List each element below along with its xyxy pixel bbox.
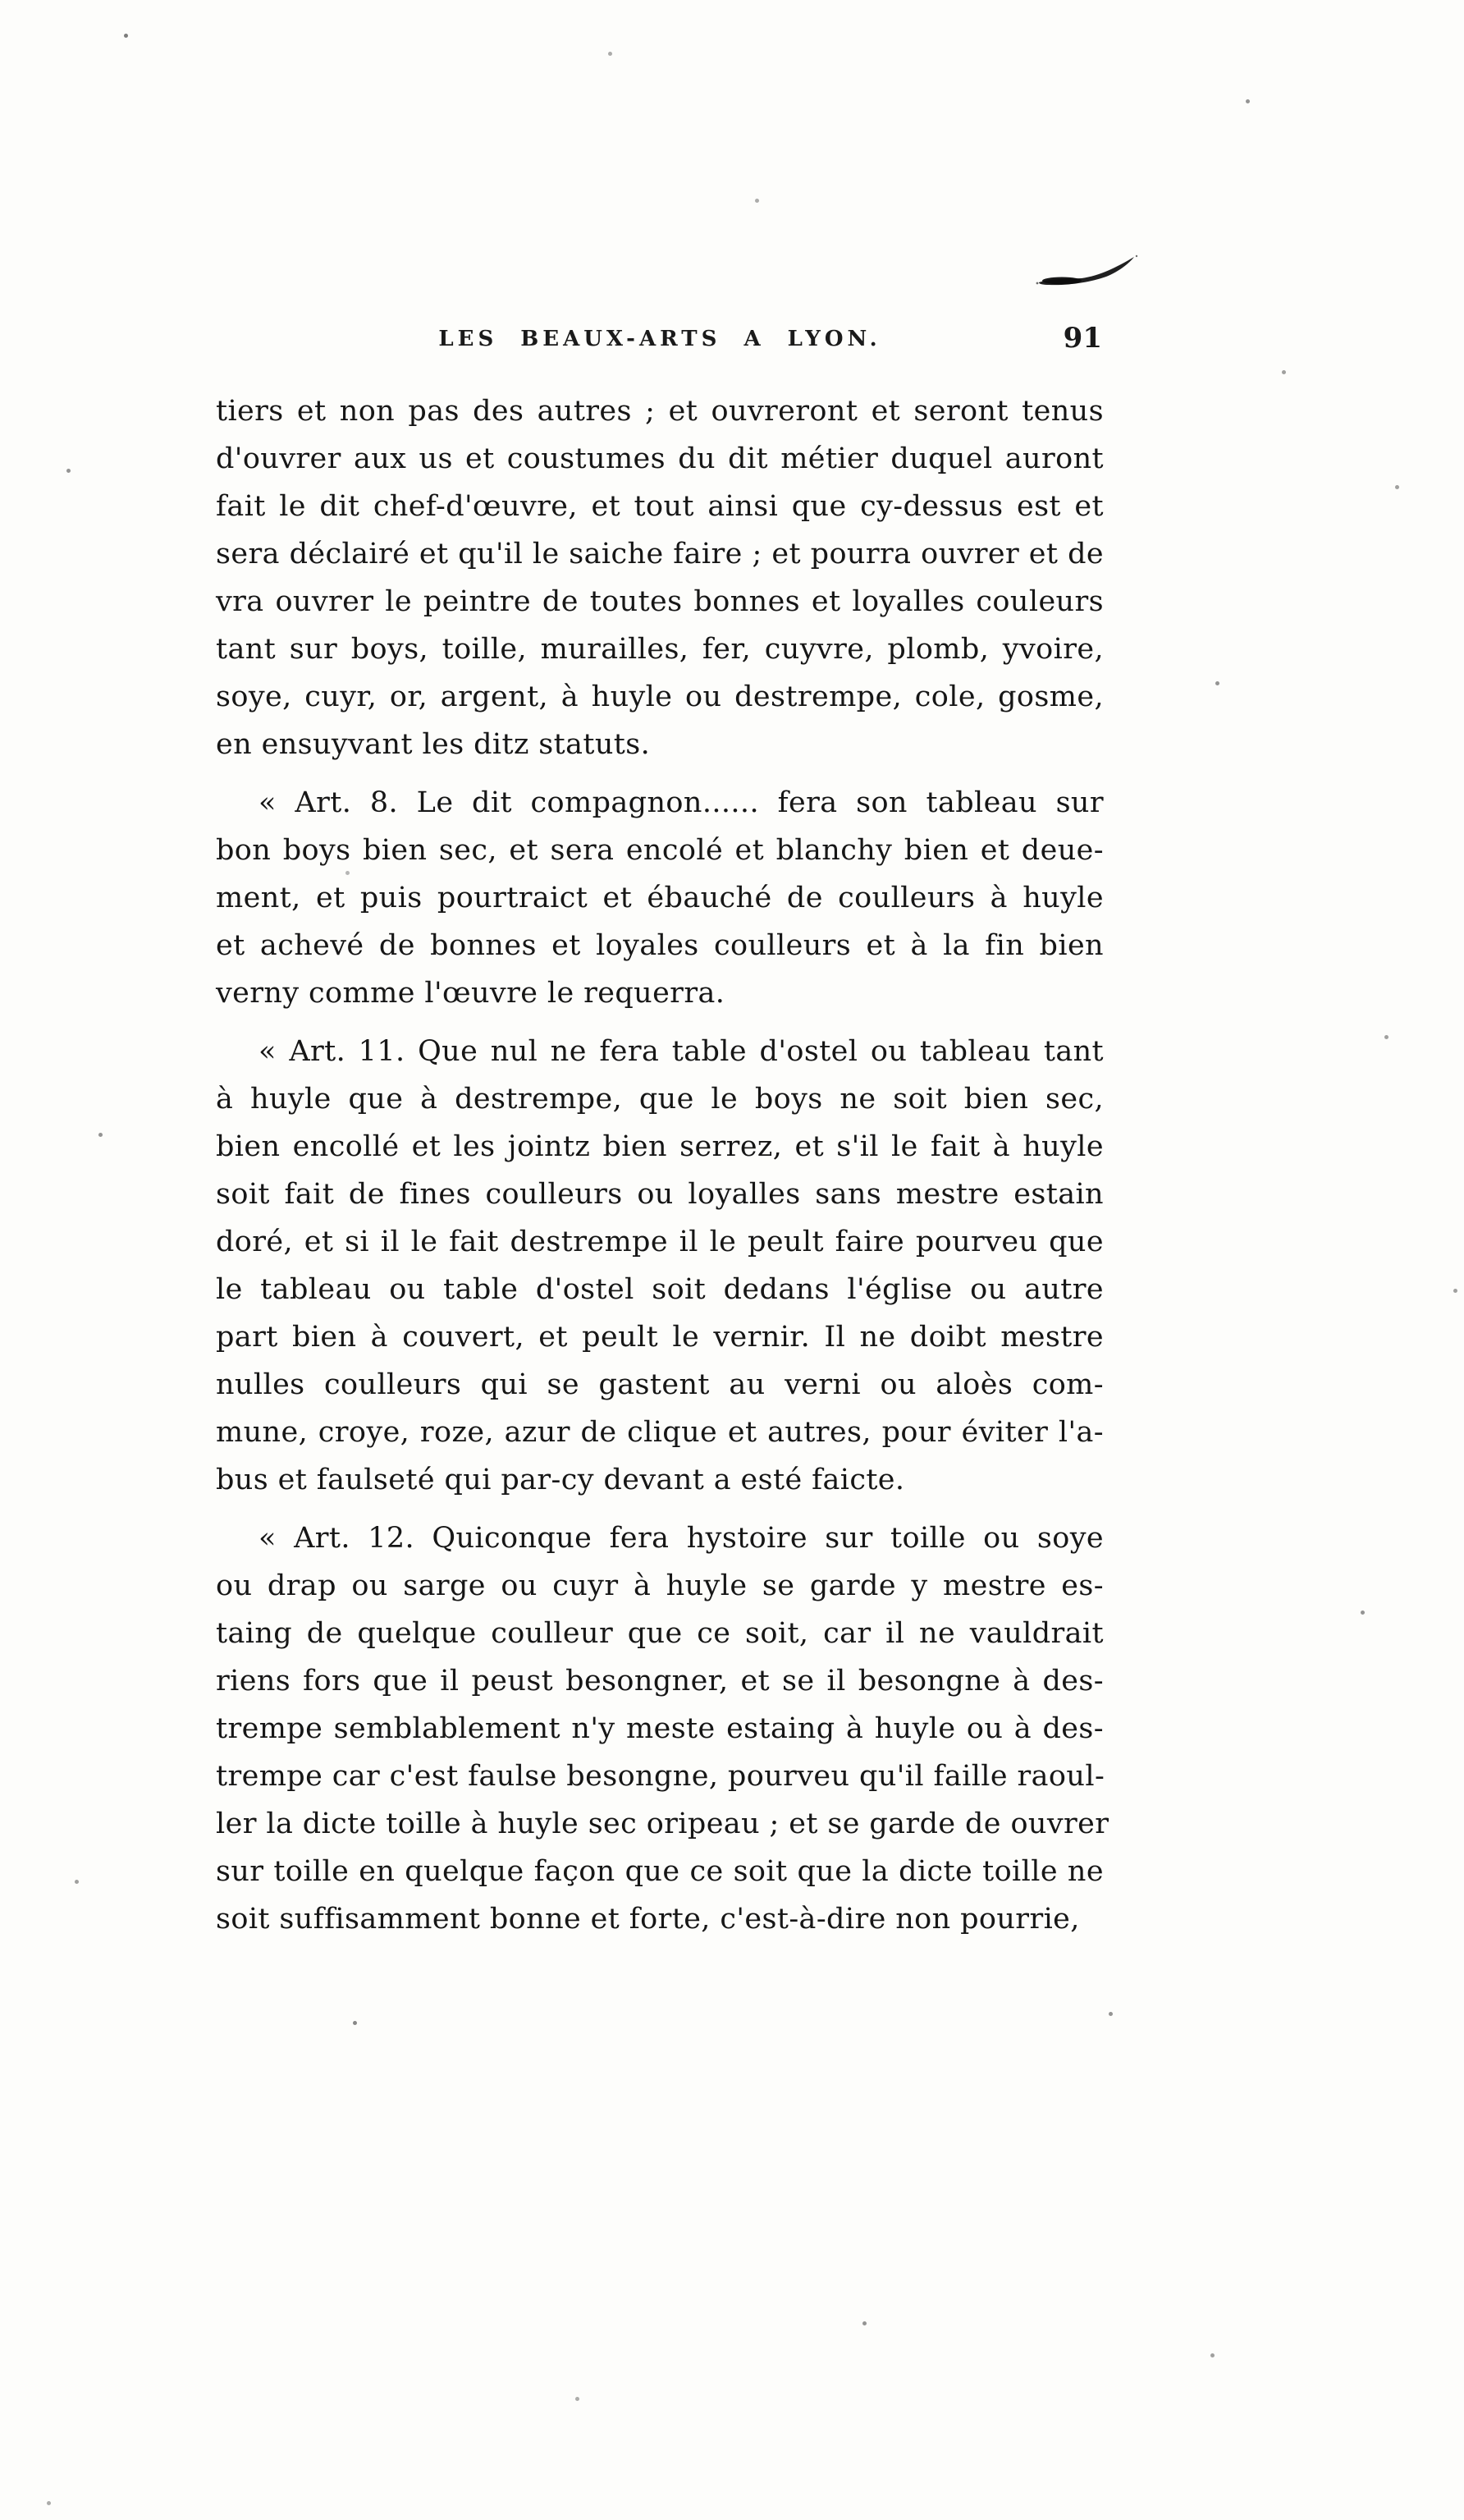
text-line: mune, croye, roze, azur de clique et autres, pour éviter l'a- [216, 1416, 1104, 1449]
paragraph-article-11 [216, 1028, 1104, 1504]
text-line: « Art. 11. Que nul ne fera table d'ostel ou tableau tant [258, 1035, 1104, 1068]
text-line: d'ouvrer aux us et coustumes du dit métier duquel auront [216, 442, 1104, 475]
text-line: vra ouvrer le peintre de toutes bonnes et loyalles couleurs [216, 585, 1104, 618]
text-line: et achevé de bonnes et loyales coulleurs et à la fin bien [216, 929, 1104, 962]
running-header [216, 322, 1104, 368]
paragraph-article-12 [216, 1514, 1109, 1943]
text-line: sur toille en quelque façon que ce soit que la dicte toille ne [216, 1855, 1104, 1888]
text-block [216, 387, 1109, 1943]
text-line: à huyle que à destrempe, que le boys ne soit bien sec, [216, 1083, 1104, 1116]
page-number: 91 [1063, 322, 1102, 355]
text-line: tiers et non pas des autres ; et ouvreront et seront tenus [216, 395, 1104, 428]
text-line: taing de quelque coulleur que ce soit, car il ne vauldrait [216, 1617, 1104, 1650]
text-line: tant sur boys, toille, murailles, fer, cuyvre, plomb, yvoire, [216, 633, 1104, 666]
text-line: riens fors que il peust besongner, et se il besongne à des- [216, 1665, 1104, 1698]
text-line: soit fait de fines coulleurs ou loyalles sans mestre estain [216, 1178, 1104, 1211]
text-line: ou drap ou sarge ou cuyr à huyle se garde y mestre es- [216, 1569, 1104, 1602]
text-line: trempe semblablement n'y meste estaing à huyle ou à des- [216, 1712, 1104, 1745]
text-line: part bien à couvert, et peult le vernir. Il ne doibt mestre [216, 1321, 1104, 1354]
text-line: fait le dit chef-d'œuvre, et tout ainsi que cy-dessus est et [216, 490, 1104, 523]
text-line: bon boys bien sec, et sera encolé et blanchy bien et deue- [216, 834, 1104, 867]
text-line: « Art. 8. Le dit compagnon...... fera son tableau sur [258, 786, 1104, 819]
text-line: ment, et puis pourtraict et ébauché de coulleurs à huyle [216, 882, 1104, 914]
scan-speckles [0, 0, 2, 2]
paragraph-continuation [216, 387, 1104, 768]
text-line: en ensuyvant les ditz statuts. [216, 728, 651, 761]
text-line: verny comme l'œuvre le requerra. [216, 977, 725, 1010]
text-line: soit suffisamment bonne et forte, c'est-à-dire non pourrie, [216, 1903, 1080, 1936]
text-line: soye, cuyr, or, argent, à huyle ou destrempe, cole, gosme, [216, 680, 1104, 713]
text-line: trempe car c'est faulse besongne, pourveu qu'il faille raoul- [216, 1760, 1105, 1793]
text-line: « Art. 12. Quiconque fera hystoire sur toille ou soye [258, 1522, 1104, 1555]
text-line: doré, et si il le fait destrempe il le peult faire pourveu que [216, 1226, 1104, 1258]
ink-smudge [1036, 254, 1139, 292]
paragraph-article-8 [216, 779, 1104, 1017]
text-line: ler la dicte toille à huyle sec oripeau ; et se garde de ouvrer [216, 1808, 1109, 1840]
text-line: le tableau ou table d'ostel soit dedans l'église ou autre [216, 1273, 1104, 1306]
text-line: bien encollé et les jointz bien serrez, et s'il le fait à huyle [216, 1130, 1104, 1163]
text-line: sera déclairé et qu'il le saiche faire ; et pourra ouvrer et de [216, 538, 1104, 570]
running-title: LES BEAUX-ARTS A LYON. [438, 327, 881, 351]
text-line: bus et faulseté qui par-cy devant a esté faicte. [216, 1464, 905, 1496]
text-line: nulles coulleurs qui se gastent au verni ou aloès com- [216, 1368, 1104, 1401]
